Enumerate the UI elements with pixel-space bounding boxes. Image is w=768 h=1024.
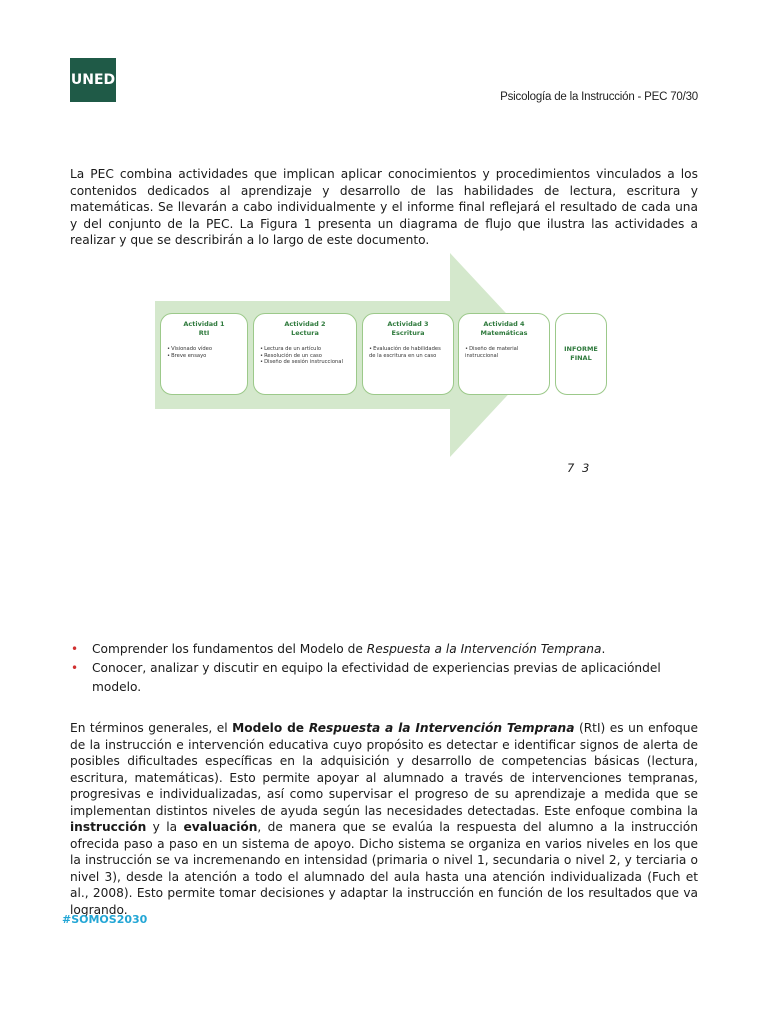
box-title: Actividad 1: [183, 320, 225, 328]
bold-italic-span: Respuesta a la Intervención Temprana: [308, 721, 575, 735]
box-item: • Lectura de un artículo: [260, 346, 350, 353]
activity-4-box: [458, 313, 550, 395]
item-text: Conocer, analizar y discutir en equipo la efectividad de experiencias previas de aplicacióndel modelo.: [92, 661, 661, 694]
bold-span: evaluación: [183, 820, 258, 834]
objectives-list: [70, 640, 710, 697]
flow-diagram: [155, 253, 610, 457]
box-item: • Diseño de sesión instruccional: [260, 359, 350, 366]
somos2030-hashtag: #SOMOS2030: [62, 913, 148, 926]
box-title: Actividad 4: [483, 320, 525, 328]
box-items: [167, 346, 241, 359]
text-span: En términos generales, el: [70, 721, 233, 735]
box-title: INFORME: [564, 345, 598, 353]
item-text: Comprender los fundamentos del Modelo de: [92, 642, 367, 656]
box-title: Actividad 2: [284, 320, 326, 328]
box-item: • Evaluación de habilidades de la escritura en un caso: [369, 346, 447, 359]
box-item: • Resolución de un caso: [260, 353, 350, 360]
activity-1-box: [160, 313, 248, 395]
bold-span: Modelo de: [232, 721, 309, 735]
box-subtitle: Escritura: [391, 329, 425, 337]
box-subtitle: FINAL: [570, 354, 592, 362]
bullet-icon: •: [71, 661, 79, 675]
box-items: [369, 346, 447, 359]
text-span: (RtI) es un enfoque de la instrucción e intervención educativa cuyo propósito es detectar e identificar signos de alerta de posibles dificultades específicas en la adquisición y desarrollo de competencias básicas (lectura, escritura, matemáticas). Esto permite apoyar al alumnado a través de intervenciones tempranas, progresivas e individualizadas, así como supervisar el progreso de su aprendizaje a medida que se implementan distintos niveles de ayuda según las necesidades detectadas. Este enfoque combina la: [70, 721, 698, 818]
page-marker: 7 3: [567, 461, 590, 475]
box-title: Actividad 3: [387, 320, 429, 328]
bullet-icon: •: [71, 642, 79, 656]
logo-text: UNED: [70, 72, 116, 88]
intro-paragraph: La PEC combina actividades que implican aplicar conocimientos y procedimientos vinculados a los contenidos dedicados al aprendizaje y desarrollo de las habilidades de lectura, escritura y matemáticas. Se llevarán a cabo individualmente y el informe final reflejará el resultado de cada una y del conjunto de la PEC. La Figura 1 presenta un diagrama de flujo que ilustra las actividades a realizar y que se describirán a lo largo de este documento.: [70, 167, 698, 247]
list-item: [70, 659, 710, 697]
box-items: [465, 346, 543, 359]
box-item: • Breve ensayo: [167, 353, 241, 360]
list-item: [70, 640, 710, 659]
box-item: • Diseño de material instruccional: [465, 346, 543, 359]
activity-3-box: [362, 313, 454, 395]
box-items: [260, 346, 350, 366]
item-italic: Respuesta a la Intervención Temprana: [366, 642, 602, 656]
text-span: y la: [146, 820, 184, 834]
box-item: • Visionado vídeo: [167, 346, 241, 353]
box-subtitle: Lectura: [291, 329, 319, 337]
item-text-end: .: [601, 642, 606, 656]
text-span: , de manera que se evalúa la respuesta del alumno a la instrucción ofrecida paso a paso en un sistema de apoyo. Dicho sistema se organiza en varios niveles en los que la instrucción se va incremenando en intensidad (primaria o nivel 1, secundaria o nivel 2, y terciaria o nivel 3), desde la atención a todo el alumnado del aula hasta una atención individualizada (Fuch et al., 2008). Esto permite tomar decisiones y adaptar la instrucción en función de los resultados que va logrando.: [70, 820, 698, 917]
course-header: Psicología de la Instrucción - PEC 70/30: [500, 91, 698, 103]
bold-span: instrucción: [70, 820, 147, 834]
uned-logo: [70, 58, 116, 102]
activity-2-box: [253, 313, 357, 395]
box-subtitle: Matemáticas: [480, 329, 528, 337]
box-subtitle: RtI: [198, 329, 210, 337]
final-report-box: [555, 313, 607, 395]
rti-paragraph: [70, 720, 698, 918]
